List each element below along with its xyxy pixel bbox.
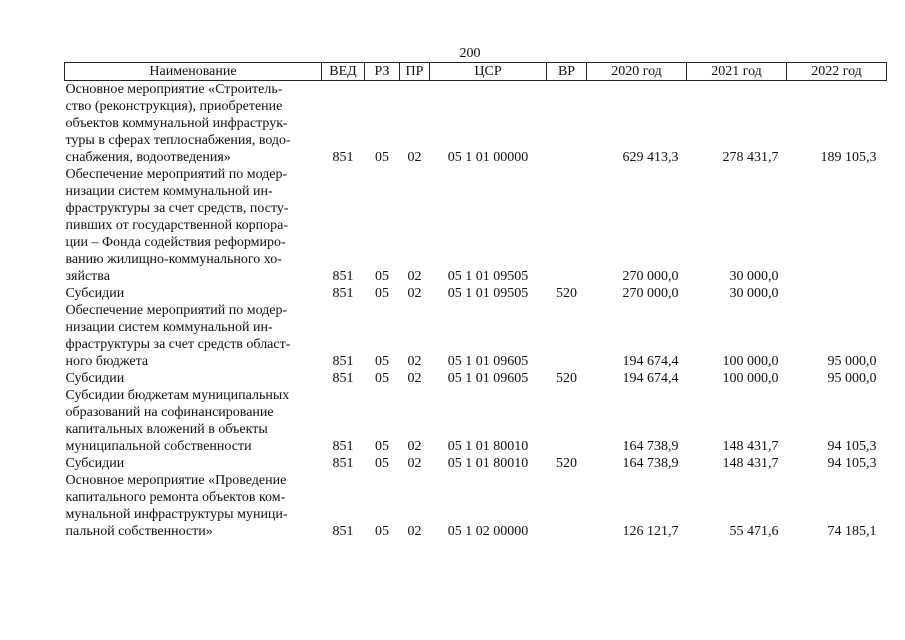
header-pr: ПР [400, 63, 430, 81]
cell-ved: 851 [332, 150, 354, 165]
cell-2021: 30 000,0 [729, 286, 779, 301]
cell-2022: 74 185,1 [827, 524, 877, 539]
row-name-line: ции – Фонда содействия реформиро- [65, 235, 286, 250]
cell-ved: 851 [332, 371, 354, 386]
cell-pr: 02 [407, 269, 422, 284]
cell-pr: 02 [407, 286, 422, 301]
cell-rz: 05 [375, 286, 389, 301]
cell-csr: 05 1 01 09505 [447, 286, 529, 301]
cell-2020: 194 674,4 [622, 354, 679, 369]
header-name: Наименование [65, 63, 322, 81]
table-row [65, 302, 887, 370]
row-name-line: пальной собственности» [65, 524, 213, 539]
table-row [65, 370, 887, 387]
table-row [65, 472, 887, 540]
row-name-line: ство (реконструкция), приобретение [65, 99, 283, 114]
row-name-line: капитального ремонта объектов ком- [65, 490, 286, 505]
cell-pr: 02 [407, 150, 422, 165]
table-body [65, 81, 887, 541]
cell-2022 [787, 285, 887, 302]
cell-2020: 270 000,0 [622, 269, 679, 284]
row-name-line: Основное мероприятие «Строитель- [65, 82, 283, 97]
row-name-line: фраструктуры за счет средств област- [65, 337, 291, 352]
cell-csr: 05 1 01 80010 [447, 456, 529, 471]
cell-2022: 95 000,0 [827, 371, 877, 386]
cell-pr: 02 [407, 371, 422, 386]
cell-pr: 02 [407, 439, 422, 454]
cell-2020: 164 738,9 [622, 439, 679, 454]
row-name [65, 166, 322, 285]
cell-rz: 05 [375, 150, 389, 165]
row-name [65, 387, 322, 455]
row-name-line: туры в сферах теплоснабжения, водо- [65, 133, 291, 148]
header-vr: ВР [547, 63, 587, 81]
cell-vr: 520 [556, 456, 577, 471]
row-name-line: Основное мероприятие «Проведение [65, 473, 287, 488]
header-2021: 2021 год [687, 63, 787, 81]
table-row [65, 285, 887, 302]
cell-csr: 05 1 02 00000 [447, 524, 529, 539]
row-name [65, 472, 322, 540]
table-row [65, 387, 887, 455]
cell-vr [547, 302, 587, 370]
cell-2020: 270 000,0 [622, 286, 679, 301]
row-name-line: Обеспечение мероприятий по модер- [65, 303, 288, 318]
cell-2022: 95 000,0 [827, 354, 877, 369]
cell-vr: 520 [556, 371, 577, 386]
header-rz: РЗ [365, 63, 400, 81]
cell-2022: 94 105,3 [827, 439, 877, 454]
row-name [65, 81, 322, 167]
cell-ved: 851 [332, 269, 354, 284]
header-2022: 2022 год [787, 63, 887, 81]
table-header-row [65, 63, 887, 81]
row-name-line: Субсидии [65, 456, 125, 471]
row-name-line: Субсидии [65, 286, 125, 301]
cell-2021: 100 000,0 [722, 371, 779, 386]
cell-csr: 05 1 01 80010 [447, 439, 529, 454]
cell-ved: 851 [332, 524, 354, 539]
cell-2020: 126 121,7 [622, 524, 679, 539]
cell-2022: 94 105,3 [827, 456, 877, 471]
cell-2021: 30 000,0 [729, 269, 779, 284]
row-name-line: образований на софинансирование [65, 405, 274, 420]
row-name-line: низации систем коммунальной ин- [65, 184, 273, 199]
cell-2022 [787, 166, 887, 285]
page-number: 200 [459, 46, 481, 61]
cell-rz: 05 [375, 524, 389, 539]
row-name-line: низации систем коммунальной ин- [65, 320, 273, 335]
row-name-line: объектов коммунальной инфраструк- [65, 116, 288, 131]
cell-csr: 05 1 01 00000 [447, 150, 529, 165]
cell-rz: 05 [375, 371, 389, 386]
row-name-line: ного бюджета [65, 354, 149, 369]
row-name-line: зяйства [65, 269, 110, 284]
row-name [65, 455, 322, 472]
table-row [65, 455, 887, 472]
cell-2020: 629 413,3 [622, 150, 679, 165]
cell-2021: 148 431,7 [722, 439, 779, 454]
row-name [65, 285, 322, 302]
row-name-line: Обеспечение мероприятий по модер- [65, 167, 288, 182]
cell-ved: 851 [332, 354, 354, 369]
cell-rz: 05 [375, 439, 389, 454]
cell-pr: 02 [407, 354, 422, 369]
header-ved: ВЕД [322, 63, 365, 81]
cell-csr: 05 1 01 09505 [447, 269, 529, 284]
row-name-line: Субсидии [65, 371, 125, 386]
cell-rz: 05 [375, 456, 389, 471]
header-csr: ЦСР [430, 63, 547, 81]
row-name-line: мунальной инфраструктуры муници- [65, 507, 288, 522]
cell-csr: 05 1 01 09605 [447, 354, 529, 369]
cell-2020: 164 738,9 [622, 456, 679, 471]
table-row [65, 166, 887, 285]
row-name-line: капитальных вложений в объекты [65, 422, 268, 437]
cell-ved: 851 [332, 456, 354, 471]
cell-2021: 278 431,7 [722, 150, 779, 165]
cell-rz: 05 [375, 269, 389, 284]
cell-pr: 02 [407, 456, 422, 471]
row-name-line: ванию жилищно-коммунального хо- [65, 252, 282, 267]
cell-2021: 148 431,7 [722, 456, 779, 471]
cell-vr [547, 387, 587, 455]
row-name-line: муниципальной собственности [65, 439, 252, 454]
table-row [65, 81, 887, 167]
cell-vr: 520 [556, 286, 577, 301]
cell-ved: 851 [332, 439, 354, 454]
cell-vr [547, 166, 587, 285]
cell-2022: 189 105,3 [820, 150, 877, 165]
cell-2020: 194 674,4 [622, 371, 679, 386]
row-name [65, 370, 322, 387]
cell-2021: 100 000,0 [722, 354, 779, 369]
cell-ved: 851 [332, 286, 354, 301]
row-name-line: Субсидии бюджетам муниципальных [65, 388, 290, 403]
row-name-line: пивших от государственной корпора- [65, 218, 289, 233]
budget-table [64, 62, 887, 540]
row-name-line: фраструктуры за счет средств, посту- [65, 201, 289, 216]
cell-vr [547, 81, 587, 167]
row-name-line: снабжения, водоотведения» [65, 150, 231, 165]
header-2020: 2020 год [587, 63, 687, 81]
cell-rz: 05 [375, 354, 389, 369]
cell-pr: 02 [407, 524, 422, 539]
row-name [65, 302, 322, 370]
cell-csr: 05 1 01 09605 [447, 371, 529, 386]
cell-2021: 55 471,6 [729, 524, 779, 539]
cell-vr [547, 472, 587, 540]
